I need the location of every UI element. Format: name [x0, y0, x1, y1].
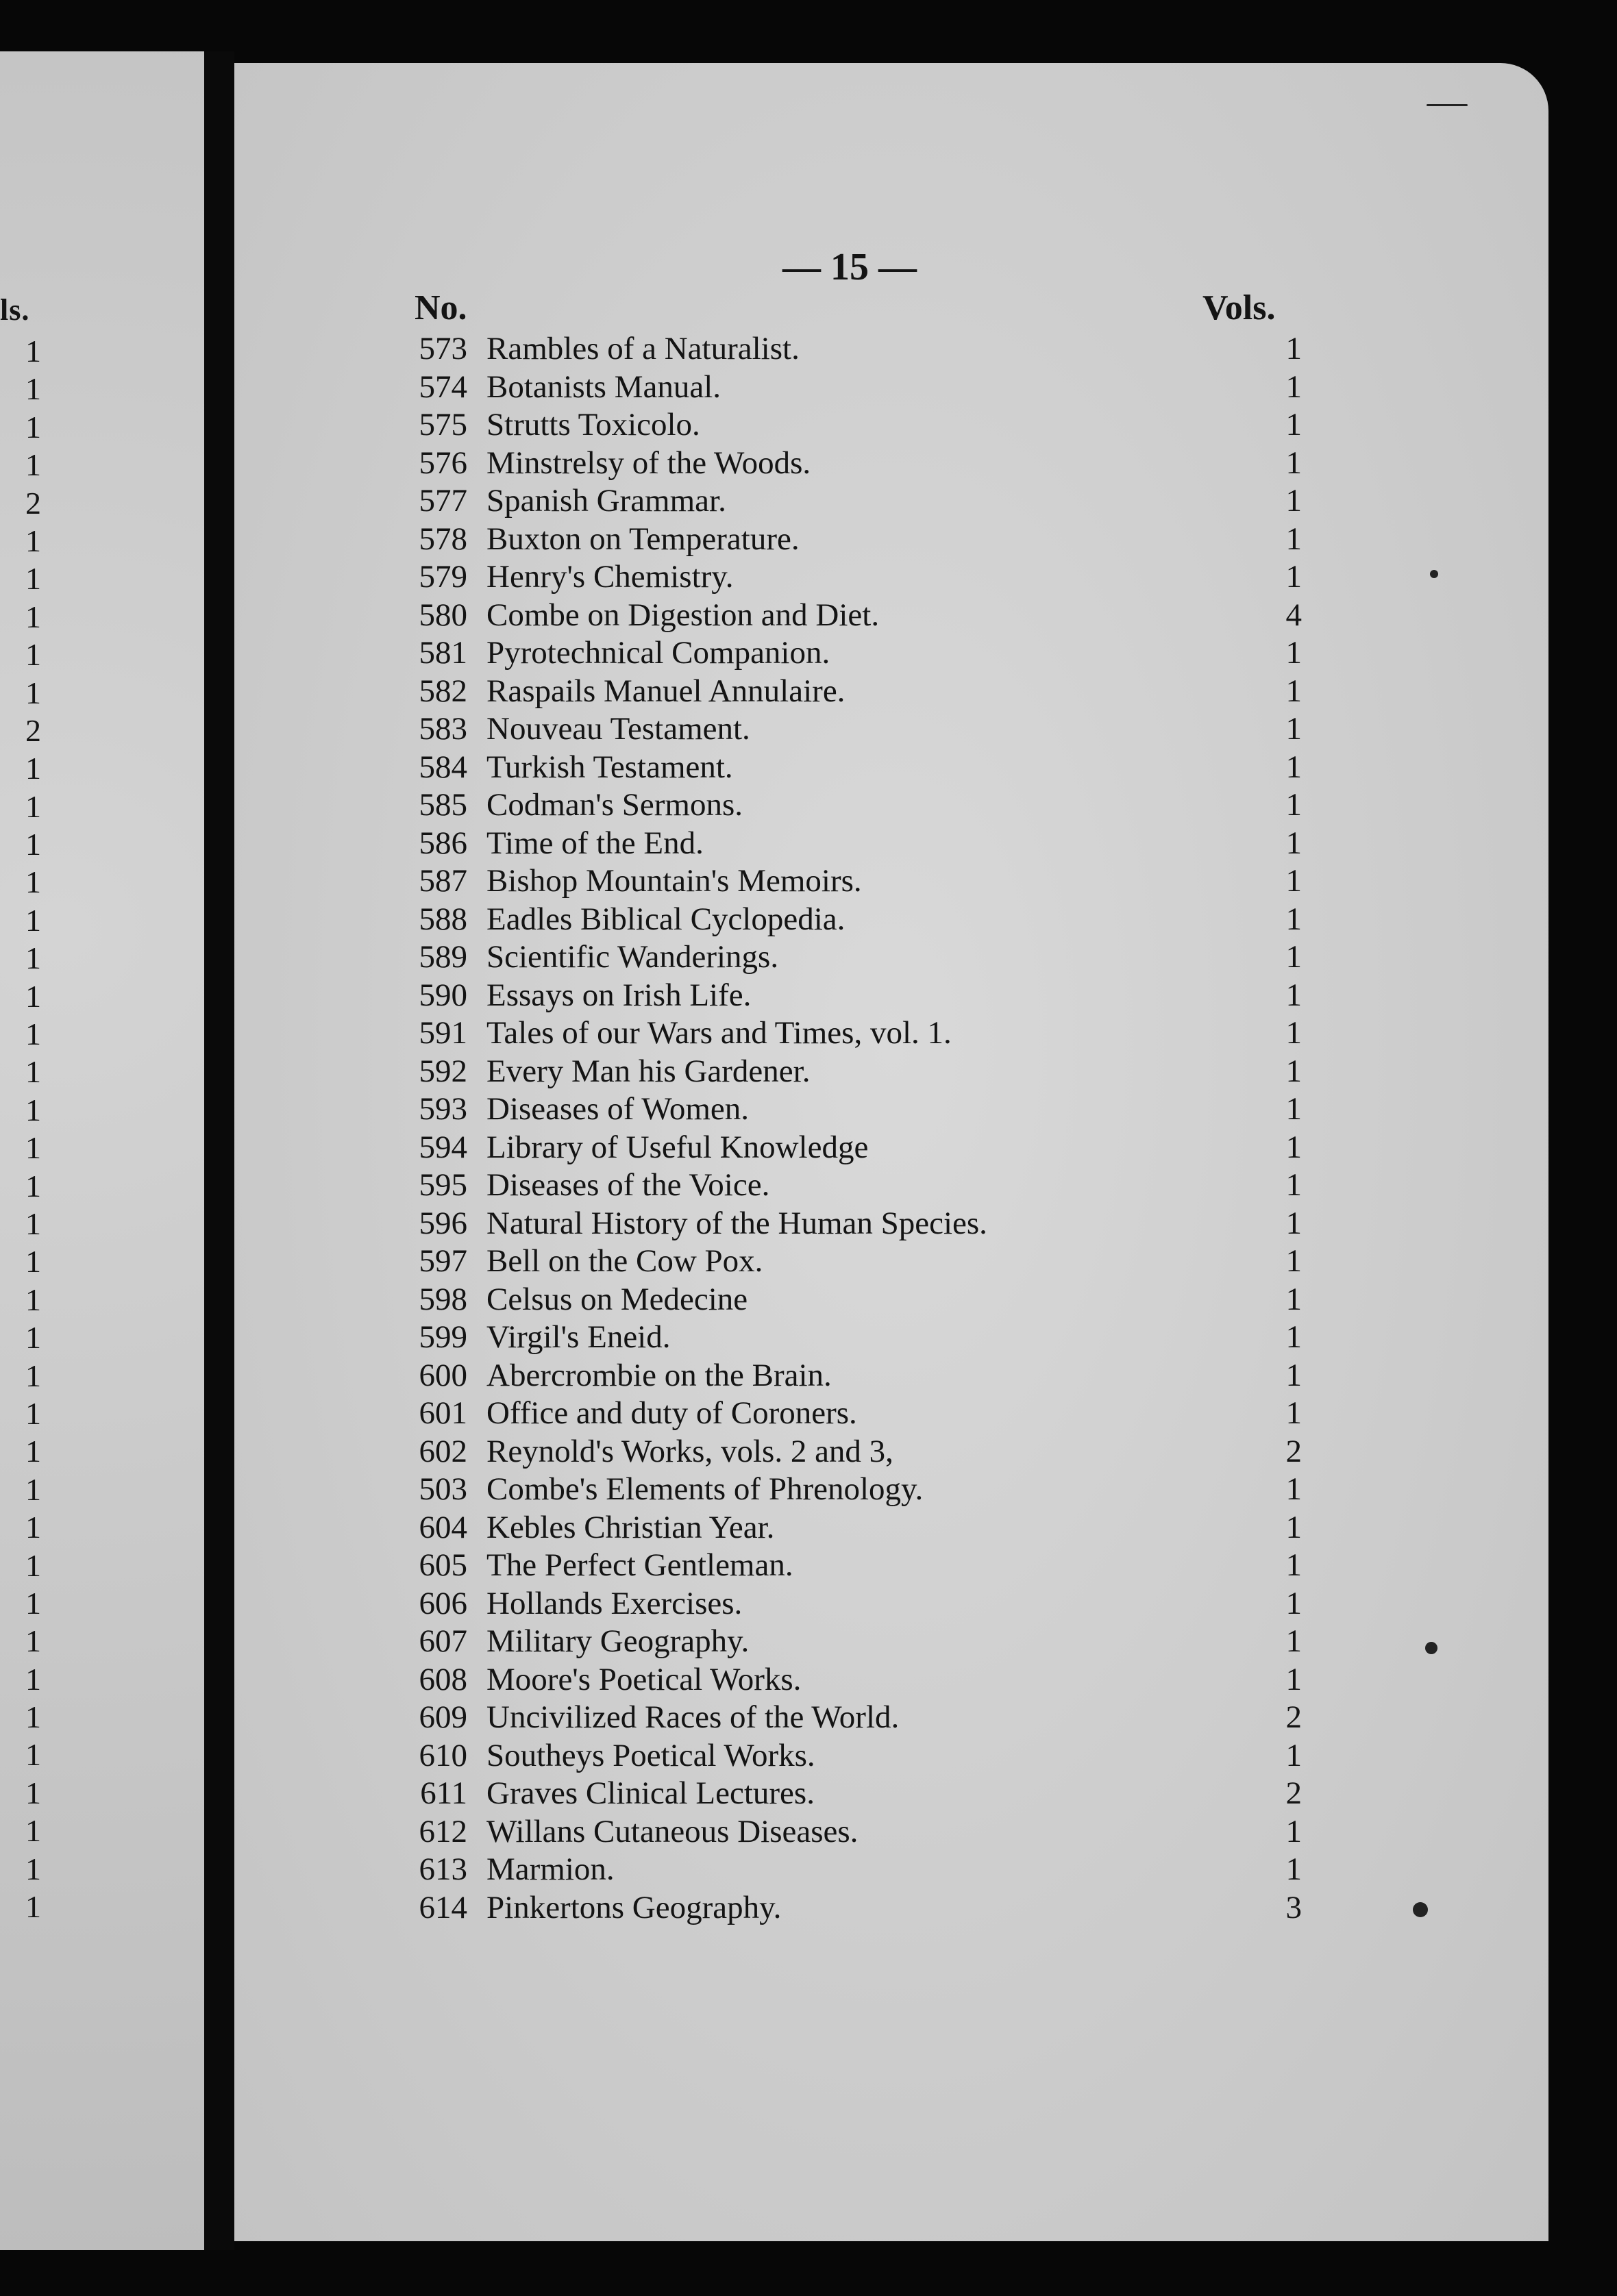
left-vols-value: 1 [25, 447, 41, 483]
entry-title: Minstrelsy of the Woods. [486, 445, 811, 481]
book-entry-row [404, 1585, 1302, 1623]
book-entry-row [404, 597, 1302, 635]
entry-vols: 1 [1285, 1547, 1302, 1583]
entry-vols: 1 [1285, 407, 1302, 442]
left-vols-value: 1 [25, 1623, 41, 1659]
left-vols-value: 1 [25, 523, 41, 558]
book-entry-row [404, 1357, 1302, 1395]
book-entry-row [404, 406, 1302, 445]
entry-title: Natural History of the Human Species. [486, 1205, 987, 1241]
entry-title: Southeys Poetical Works. [486, 1737, 815, 1773]
entry-vols: 1 [1285, 863, 1302, 899]
book-entry-row [404, 1205, 1302, 1243]
left-vols-value: 1 [25, 1889, 41, 1925]
entry-number: 597 [419, 1243, 467, 1279]
entry-number: 609 [419, 1699, 467, 1735]
entry-title: Bell on the Cow Pox. [486, 1243, 763, 1279]
entry-title: Raspails Manuel Annulaire. [486, 673, 845, 709]
entry-vols: 1 [1285, 483, 1302, 519]
entry-number: 580 [419, 597, 467, 633]
left-vols-value: 1 [25, 1510, 41, 1545]
entry-title: Willans Cutaneous Diseases. [486, 1813, 859, 1849]
page-number: — 15 — [782, 246, 917, 288]
entry-number: 577 [419, 483, 467, 519]
book-entry-row [404, 369, 1302, 407]
entry-number: 607 [419, 1623, 467, 1659]
entry-vols: 1 [1285, 1205, 1302, 1241]
left-vols-value: 1 [25, 1813, 41, 1849]
entry-number: 591 [419, 1015, 467, 1051]
entry-vols: 1 [1285, 635, 1302, 671]
entry-vols: 1 [1285, 1509, 1302, 1545]
left-vols-value: 1 [25, 940, 41, 976]
book-entry-row [404, 1851, 1302, 1889]
book-entry-row [404, 330, 1302, 369]
ink-speck [1430, 570, 1438, 578]
entry-number: 578 [419, 521, 467, 557]
entry-title: Essays on Irish Life. [486, 977, 752, 1013]
entry-number: 601 [419, 1395, 467, 1431]
book-entry-row [404, 673, 1302, 711]
left-vols-value: 1 [25, 1320, 41, 1356]
entry-vols: 1 [1285, 1471, 1302, 1507]
entry-number: 611 [420, 1775, 467, 1811]
left-vols-value: 1 [25, 334, 41, 369]
left-vols-value: 1 [25, 371, 41, 407]
entry-title: Military Geography. [486, 1623, 750, 1659]
page-gutter [204, 51, 234, 2250]
entry-vols: 1 [1285, 1737, 1302, 1773]
left-vols-value: 2 [25, 485, 41, 521]
left-vols-value: 1 [25, 1851, 41, 1886]
book-entry-row [404, 634, 1302, 673]
left-vols-value: 1 [25, 1054, 41, 1090]
entry-number: 598 [419, 1281, 467, 1317]
entry-title: Nouveau Testament. [486, 711, 750, 747]
book-entry-row [404, 1281, 1302, 1319]
entry-number: 606 [419, 1585, 467, 1621]
book-entry-row [404, 558, 1302, 597]
left-vols-header: ls. [0, 293, 30, 327]
entry-title: Codman's Sermons. [486, 787, 743, 823]
left-vols-value: 1 [25, 675, 41, 710]
entry-title: Combe's Elements of Phrenology. [486, 1471, 924, 1507]
entry-number: 579 [419, 559, 467, 595]
left-page [0, 51, 204, 2250]
entry-vols: 1 [1285, 1319, 1302, 1355]
entry-title: Library of Useful Knowledge [486, 1129, 869, 1165]
entry-vols: 1 [1285, 1015, 1302, 1051]
entry-title: Celsus on Medecine [486, 1281, 748, 1317]
entry-number: 604 [419, 1509, 467, 1545]
book-entry-row [404, 1433, 1302, 1471]
book-entry-row [404, 1090, 1302, 1129]
entry-title: Time of the End. [486, 825, 704, 861]
book-entry-row [404, 1166, 1302, 1205]
entry-vols: 1 [1285, 521, 1302, 557]
entry-title: The Perfect Gentleman. [486, 1547, 793, 1583]
left-vols-value: 1 [25, 1358, 41, 1393]
entry-vols: 1 [1285, 369, 1302, 405]
book-entry-row [404, 521, 1302, 559]
entry-number: 583 [419, 711, 467, 747]
ink-speck [1413, 1902, 1428, 1917]
entry-vols: 4 [1285, 597, 1302, 633]
left-vols-value: 1 [25, 1585, 41, 1621]
entry-vols: 1 [1285, 901, 1302, 937]
book-entry-row [404, 1014, 1302, 1053]
left-vols-value: 1 [25, 1206, 41, 1241]
book-entry-row [404, 1509, 1302, 1547]
book-entry-row [404, 1661, 1302, 1699]
left-vols-value: 1 [25, 599, 41, 634]
ink-mark [1427, 104, 1468, 106]
entry-vols: 1 [1285, 1129, 1302, 1165]
book-entry-row [404, 1813, 1302, 1851]
book-entry-row [404, 482, 1302, 521]
entry-title: Rambles of a Naturalist. [486, 331, 800, 366]
book-entry-row [404, 749, 1302, 787]
left-vols-value: 1 [25, 864, 41, 900]
left-vols-value: 1 [25, 751, 41, 786]
entry-title: Eadles Biblical Cyclopedia. [486, 901, 845, 937]
entry-title: Kebles Christian Year. [486, 1509, 775, 1545]
entry-number: 599 [419, 1319, 467, 1355]
left-vols-value: 1 [25, 1547, 41, 1583]
entry-title: Virgil's Eneid. [486, 1319, 671, 1355]
entry-vols: 2 [1285, 1433, 1302, 1469]
entry-title: Hollands Exercises. [486, 1585, 743, 1621]
entry-title: Buxton on Temperature. [486, 521, 800, 557]
entry-vols: 1 [1285, 1281, 1302, 1317]
book-entry-row [404, 1053, 1302, 1091]
entry-title: Spanish Grammar. [486, 483, 726, 519]
entry-number: 582 [419, 673, 467, 709]
entry-number: 614 [419, 1889, 467, 1925]
column-header-vols: Vols. [1202, 288, 1276, 327]
entry-number: 503 [419, 1471, 467, 1507]
entry-number: 593 [419, 1091, 467, 1127]
entry-number: 574 [419, 369, 467, 405]
entry-number: 585 [419, 787, 467, 823]
left-vols-value: 1 [25, 1737, 41, 1773]
entry-title: Graves Clinical Lectures. [486, 1775, 815, 1811]
entry-number: 596 [419, 1205, 467, 1241]
left-vols-value: 1 [25, 1471, 41, 1507]
entry-title: Pinkertons Geography. [486, 1889, 782, 1925]
entry-vols: 1 [1285, 1053, 1302, 1089]
entry-vols: 3 [1285, 1889, 1302, 1925]
left-vols-value: 1 [25, 1699, 41, 1735]
entry-title: Botanists Manual. [486, 369, 721, 405]
entry-vols: 1 [1285, 939, 1302, 975]
book-entry-row [404, 1129, 1302, 1167]
entry-title: Marmion. [486, 1851, 615, 1887]
entry-title: Office and duty of Coroners. [486, 1395, 857, 1431]
entry-title: Tales of our Wars and Times, vol. 1. [486, 1015, 952, 1051]
book-entry-row [404, 1319, 1302, 1357]
left-vols-value: 1 [25, 827, 41, 862]
book-entry-row [404, 710, 1302, 749]
entry-title: Henry's Chemistry. [486, 559, 734, 595]
book-entry-row [404, 862, 1302, 901]
left-vols-value: 1 [25, 561, 41, 597]
entry-vols: 1 [1285, 331, 1302, 366]
entry-number: 602 [419, 1433, 467, 1469]
book-entry-row [404, 1395, 1302, 1433]
entry-number: 590 [419, 977, 467, 1013]
book-entry-row [404, 1737, 1302, 1775]
book-entry-row [404, 786, 1302, 825]
entry-number: 573 [419, 331, 467, 366]
entry-number: 589 [419, 939, 467, 975]
entry-vols: 1 [1285, 787, 1302, 823]
entry-vols: 1 [1285, 1395, 1302, 1431]
entry-vols: 1 [1285, 825, 1302, 861]
left-vols-value: 1 [25, 1434, 41, 1469]
entry-number: 584 [419, 749, 467, 785]
entry-vols: 1 [1285, 1167, 1302, 1203]
entry-number: 610 [419, 1737, 467, 1773]
entry-title: Reynold's Works, vols. 2 and 3, [486, 1433, 893, 1469]
entry-title: Uncivilized Races of the World. [486, 1699, 900, 1735]
entry-title: Scientific Wanderings. [486, 939, 779, 975]
entry-number: 612 [419, 1813, 467, 1849]
book-entry-row [404, 825, 1302, 863]
entry-title: Abercrombie on the Brain. [486, 1357, 832, 1393]
book-entry-row [404, 1243, 1302, 1281]
book-entry-row [404, 1889, 1302, 1927]
entry-vols: 1 [1285, 673, 1302, 709]
book-entry-row [404, 901, 1302, 939]
left-vols-value: 1 [25, 788, 41, 824]
left-vols-value: 1 [25, 1775, 41, 1810]
entry-number: 608 [419, 1661, 467, 1697]
left-vols-value: 1 [25, 1395, 41, 1431]
entry-vols: 1 [1285, 1813, 1302, 1849]
entry-title: Diseases of Women. [486, 1091, 750, 1127]
book-entry-row [404, 445, 1302, 483]
book-entry-row [404, 977, 1302, 1015]
entry-vols: 1 [1285, 1623, 1302, 1659]
book-entry-row [404, 1775, 1302, 1813]
entry-title: Bishop Mountain's Memoirs. [486, 863, 862, 899]
left-vols-value: 1 [25, 1282, 41, 1317]
entry-number: 587 [419, 863, 467, 899]
entry-vols: 1 [1285, 1661, 1302, 1697]
left-vols-value: 1 [25, 409, 41, 445]
entry-title: Moore's Poetical Works. [486, 1661, 802, 1697]
entry-title: Pyrotechnical Companion. [486, 635, 830, 671]
left-vols-value: 1 [25, 1168, 41, 1203]
book-entry-row [404, 1699, 1302, 1737]
entry-vols: 2 [1285, 1775, 1302, 1811]
entry-number: 581 [419, 635, 467, 671]
entry-title: Every Man his Gardener. [486, 1053, 811, 1089]
entry-number: 595 [419, 1167, 467, 1203]
left-vols-value: 1 [25, 1016, 41, 1052]
entry-vols: 1 [1285, 1091, 1302, 1127]
entry-title: Combe on Digestion and Diet. [486, 597, 880, 633]
entry-vols: 1 [1285, 1357, 1302, 1393]
entry-number: 575 [419, 407, 467, 442]
book-entry-row [404, 938, 1302, 977]
left-vols-value: 1 [25, 1092, 41, 1127]
left-vols-column [0, 332, 41, 1925]
entry-number: 576 [419, 445, 467, 481]
entry-vols: 1 [1285, 749, 1302, 785]
left-vols-value: 1 [25, 1130, 41, 1166]
entry-vols: 1 [1285, 977, 1302, 1013]
column-header-number: No. [415, 288, 467, 327]
entry-vols: 1 [1285, 1585, 1302, 1621]
left-vols-value: 1 [25, 637, 41, 673]
entry-number: 600 [419, 1357, 467, 1393]
entry-number: 586 [419, 825, 467, 861]
entry-title: Turkish Testament. [486, 749, 733, 785]
left-vols-value: 1 [25, 978, 41, 1014]
book-entry-row [404, 1547, 1302, 1585]
left-vols-value: 1 [25, 1661, 41, 1697]
left-vols-value: 1 [25, 902, 41, 938]
left-vols-value: 1 [25, 1244, 41, 1280]
entry-vols: 1 [1285, 1851, 1302, 1887]
entry-number: 613 [419, 1851, 467, 1887]
entry-number: 594 [419, 1129, 467, 1165]
entry-number: 592 [419, 1053, 467, 1089]
entry-number: 605 [419, 1547, 467, 1583]
entry-vols: 1 [1285, 711, 1302, 747]
entry-vols: 2 [1285, 1699, 1302, 1735]
book-list [404, 330, 1302, 1927]
entry-title: Strutts Toxicolo. [486, 407, 700, 442]
entry-vols: 1 [1285, 1243, 1302, 1279]
ink-speck [1425, 1642, 1437, 1654]
entry-vols: 1 [1285, 445, 1302, 481]
entry-vols: 1 [1285, 559, 1302, 595]
book-entry-row [404, 1623, 1302, 1661]
book-entry-row [404, 1471, 1302, 1509]
entry-number: 588 [419, 901, 467, 937]
entry-title: Diseases of the Voice. [486, 1167, 770, 1203]
left-vols-value: 2 [25, 712, 41, 748]
